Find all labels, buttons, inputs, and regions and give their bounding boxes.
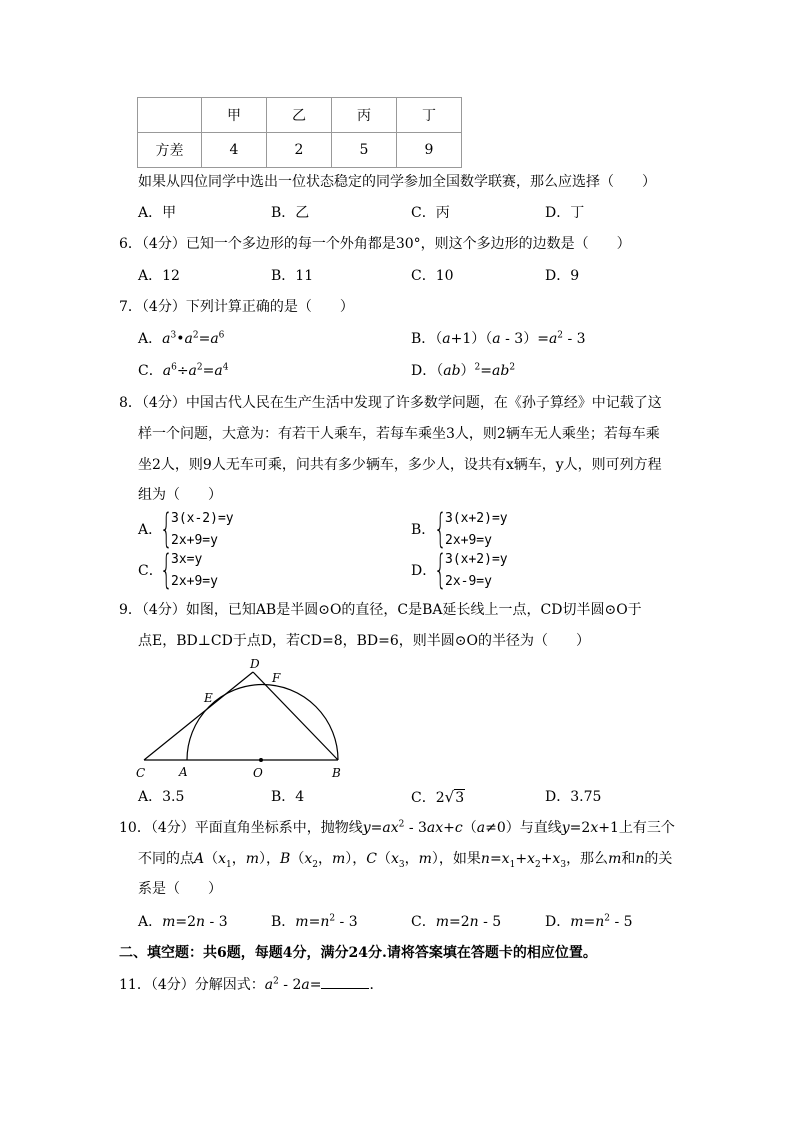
- q8-line-1: 8．（4分）中国古代人民在生产生活中发现了许多数学问题，在《孙子算经》中记载了这: [119, 395, 662, 411]
- q7-option-d: D．$(ab)^2=ab^2$: [411, 362, 516, 379]
- q5-option-a: A．甲: [138, 205, 177, 221]
- table-cell: 甲: [202, 98, 267, 133]
- table-header-row: [138, 98, 462, 133]
- q8-option-c-eq1: 3x=y: [171, 552, 203, 567]
- q8-option-a-label: A．: [138, 522, 163, 538]
- line-db: [253, 672, 338, 760]
- q8-option-d-eq1: 3(x+2)=y: [445, 552, 508, 567]
- q6-option-a: A．12: [138, 268, 180, 284]
- q5-option-b: B．乙: [271, 205, 310, 221]
- label-o: O: [253, 766, 263, 780]
- table-cell: [138, 98, 202, 133]
- q9-option-c: C．2√3: [411, 788, 465, 806]
- sqrt-icon: √: [444, 788, 455, 806]
- label-f: F: [272, 671, 281, 685]
- q8-option-d-label: D．: [411, 563, 437, 579]
- q10-line-3: 系是（ ）: [138, 881, 222, 897]
- answer-blank: [321, 976, 369, 989]
- q8-option-b-label: B．: [411, 522, 436, 538]
- brace-icon: {: [160, 547, 173, 593]
- brace-icon: {: [434, 547, 447, 593]
- q8-option-b-eq2: 2x+9=y: [445, 533, 492, 548]
- q7-option-c: C．$a^6\div a^2=a^4$: [138, 362, 229, 379]
- table-cell: 丙: [332, 98, 397, 133]
- label-b: B: [332, 766, 341, 780]
- q7-stem: 7．（4分）下列计算正确的是（ ）: [119, 299, 354, 315]
- table-cell: 乙: [267, 98, 332, 133]
- q10-option-b: B．$m=n^2 - 3$: [271, 913, 358, 930]
- q10-option-d: D．$m=n^2 - 5$: [545, 913, 633, 930]
- q6-option-c: C．10: [411, 268, 454, 284]
- q7-option-a: A．$a^3•a^2=a^6$: [138, 330, 225, 347]
- q9-option-b: B．4: [271, 789, 305, 805]
- table-row: [138, 133, 462, 168]
- q8-line-4: 组为（ ）: [138, 487, 222, 503]
- q11-stem: 11．（4分）分解因式：$a^2 - 2a=$ ．: [119, 976, 384, 993]
- q10-option-c: C．m=2n - 5: [411, 914, 502, 930]
- q9-option-a: A．3.5: [138, 789, 185, 805]
- brace-icon: {: [434, 506, 447, 552]
- q8-line-2: 样一个问题，大意为：有若干人乘车，若每车乘坐3人，则2辆车无人乘坐；若每车乘: [138, 426, 660, 442]
- table-cell: 丁: [397, 98, 462, 133]
- table-cell: 9: [397, 133, 462, 168]
- variance-table: [137, 97, 462, 168]
- table-cell: 方差: [138, 133, 202, 168]
- label-d: D: [250, 657, 260, 671]
- q7-option-b: B．$(a+1)(a - 3)=a^2 - 3$: [411, 330, 586, 347]
- q8-option-c-label: C．: [138, 563, 163, 579]
- q10-option-a: A．m=2n - 3: [138, 914, 228, 930]
- q5-option-d: D．丁: [545, 205, 585, 221]
- table-cell: 5: [332, 133, 397, 168]
- q9-option-d: D．3.75: [545, 789, 602, 805]
- section-title: 二、填空题：共6题，每题4分，满分24分.请将答案填在答题卡的相应位置。: [119, 945, 597, 961]
- q8-option-d-eq2: 2x-9=y: [445, 574, 492, 589]
- brace-icon: {: [160, 506, 173, 552]
- q5-option-c: C．丙: [411, 205, 450, 221]
- line-cd: [144, 672, 253, 760]
- q10-line-2: 不同的点$A(x_1$，m），$B(x_2$，m），$C(x_3$，m），如果$n=x_1+x_2+x_3$，那么m和n的关: [138, 851, 673, 870]
- q8-option-b-eq1: 3(x+2)=y: [445, 511, 508, 526]
- q6-option-b: B．11: [271, 268, 314, 284]
- q9-line-1: 9．（4分）如图，已知AB是半圆⊙O的直径，C是BA延长线上一点，CD切半圆⊙O于: [119, 602, 642, 618]
- q6-option-d: D．9: [545, 268, 580, 284]
- q9-line-2: 点E，BD⊥CD于点D，若CD=8，BD=6，则半圆⊙O的半径为（ ）: [138, 633, 590, 649]
- q6-stem: 6．（4分）已知一个多边形的每一个外角都是30°，则这个多边形的边数是（ ）: [119, 236, 631, 252]
- semicircle-figure: [130, 652, 360, 784]
- center-point: [259, 758, 263, 762]
- q8-line-3: 坐2人，则9人无车可乘，问共有多少辆车，多少人，设共有x辆车，y人，则可列方程: [138, 457, 662, 473]
- q5-stem: 如果从四位同学中选出一位状态稳定的同学参加全国数学联赛，那么应选择（ ）: [138, 174, 656, 190]
- label-c: C: [136, 766, 146, 780]
- q10-line-1: 10．（4分）平面直角坐标系中，抛物线$y=ax^2 - 3ax+c(a\ne 0)$与直线y=2x+1上有三个: [119, 819, 675, 836]
- table-cell: 4: [202, 133, 267, 168]
- q8-option-a-eq2: 2x+9=y: [171, 533, 218, 548]
- label-e: E: [204, 691, 213, 705]
- table-cell: 2: [267, 133, 332, 168]
- label-a: A: [179, 765, 188, 779]
- q8-option-a-eq1: 3(x-2)=y: [171, 511, 234, 526]
- q8-option-c-eq2: 2x+9=y: [171, 574, 218, 589]
